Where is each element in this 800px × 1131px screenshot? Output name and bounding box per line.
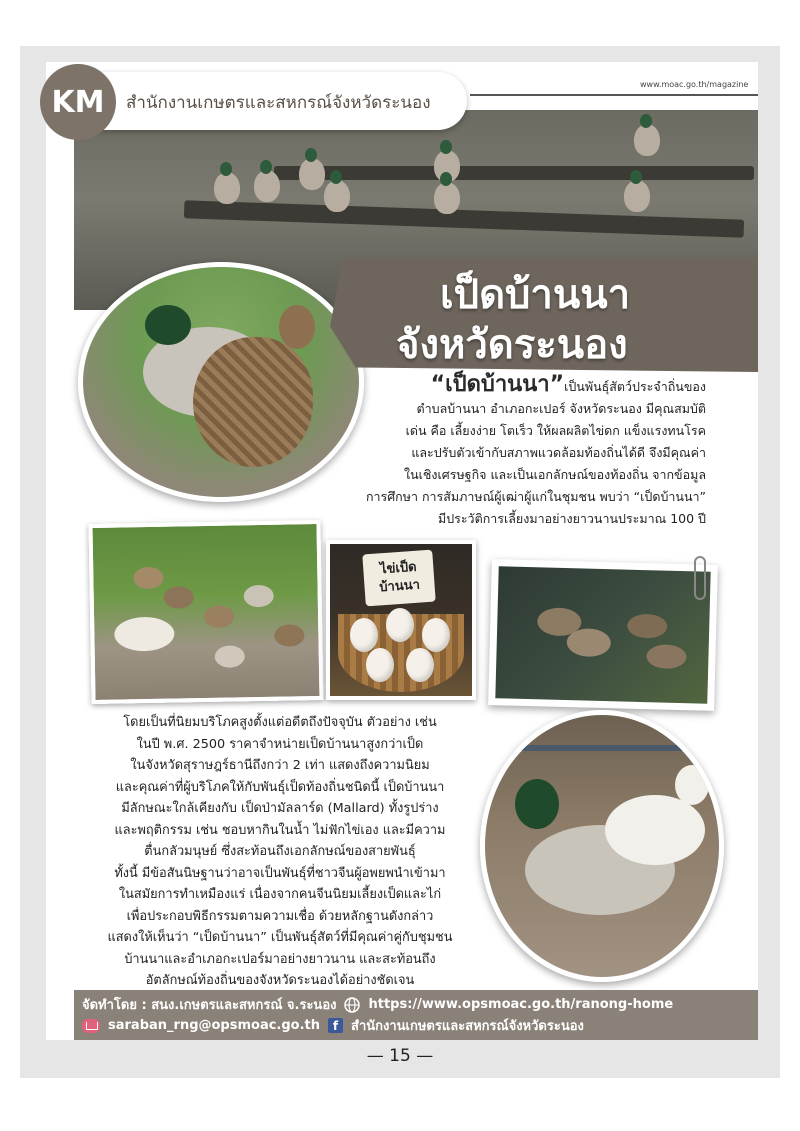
duck-figure [215, 645, 245, 668]
footer-email-link[interactable]: saraban_rng@opsmoac.go.th [108, 1018, 321, 1033]
intro-line: การศึกษา การสัมภาษณ์ผู้เฒ่าผู้แก่ในชุมชน พบว่า “เป็ดบ้านนา” [365, 489, 706, 504]
body-line: มีลักษณะใกล้เคียงกับ เป็ดป่ามัลลาร์ด (Mallard) ทั้งรูปร่าง [121, 801, 439, 816]
duck-figure [434, 182, 460, 214]
page-number: — 15 — [366, 1046, 434, 1066]
body-line: และคุณค่าที่ผู้บริโภคให้กับพันธุ์เป็ดท้องถิ่นชนิดนี้ เป็ดบ้านนา [115, 779, 445, 795]
egg [350, 618, 378, 652]
duck-eggs-photo [326, 540, 476, 700]
white-duck-head [675, 765, 709, 805]
body-line: ในสมัยการทำเหมืองแร่ เนื่องจากคนจีนนิยมเลี้ยงเป็ดและไก่ [118, 887, 442, 902]
body-paragraph [70, 712, 490, 992]
body-line: อัตลักษณ์ท้องถิ่นของจังหวัดระนองได้อย่างชัดเจน [145, 973, 415, 988]
hen-body [193, 337, 313, 467]
body-line: บ้านนาและอำเภอกะเปอร์มาอย่างยาวนาน และสะท้อนถึง [124, 951, 436, 967]
globe-icon [344, 997, 360, 1013]
duck-figure [254, 170, 280, 202]
body-line: ในปี พ.ศ. 2500 ราคาจำหน่ายเป็ดบ้านนาสูงกว่าเป็ด [136, 736, 424, 752]
boat-plank [184, 200, 744, 238]
body-line: เพื่อประกอบพิธีกรรมตามความเชื่อ ด้วยหลักฐานดังกล่าว [126, 908, 434, 924]
duck-figure [566, 628, 611, 657]
intro-line: และปรับตัวเข้ากับสภาพแวดล้อมท้องถิ่นได้ดี จึงมีคุณค่า [411, 445, 706, 460]
boat-plank [274, 166, 754, 180]
duck-figure [274, 624, 304, 647]
body-line: ในจังหวัดสุราษฎร์ธานีถึงกว่า 2 เท่า แสดงถึงความนิยม [130, 758, 430, 773]
facebook-icon: f [328, 1018, 343, 1033]
duck-flock-photo [88, 520, 323, 704]
water-scene [495, 566, 710, 704]
km-badge [40, 64, 116, 140]
paperclip-icon [694, 556, 706, 600]
duck-figure [214, 172, 240, 204]
duck-figure [164, 586, 194, 609]
egg [406, 648, 434, 682]
intro-lead: “เป็ดบ้านนา” [430, 372, 565, 397]
egg-sign [362, 550, 435, 607]
duck-figure [627, 614, 668, 639]
body-line: ตื่นกลัวมนุษย์ ซึ่งสะท้อนถึงเอกลักษณ์ของสายพันธุ์ [144, 844, 416, 859]
header-url[interactable]: www.moac.go.th/magazine [640, 80, 749, 89]
body-line: โดยเป็นที่นิยมบริโภคสูงตั้งแต่อดีตถึงปัจจุบัน ตัวอย่าง เช่น [123, 715, 437, 730]
mail-icon [82, 1019, 100, 1033]
body-line: ทั้งนี้ มีข้อสันนิษฐานว่าอาจเป็นพันธุ์ที่ชาวจีนผู้อพยพนำเข้ามา [114, 865, 446, 881]
intro-line: เด่น คือ เลี้ยงง่าย โตเร็ว ให้ผลผลิตไข่ดก แข็งแรงทนโรค [405, 423, 706, 438]
duck-figure [324, 180, 350, 212]
egg [386, 608, 414, 642]
egg-sign-line1: ไข่เป็ด [379, 559, 418, 578]
white-duck-body [605, 795, 705, 865]
intro-line-text: เป็นพันธุ์สัตว์ประจำถิ่นของ [564, 379, 706, 394]
duck-figure [646, 644, 687, 669]
intro-line: ตำบลบ้านนา อำเภอกะเปอร์ จังหวัดระนอง มีคุณสมบัติ [416, 401, 706, 416]
intro-line [326, 374, 706, 398]
footer-organizer: จัดทำโดย : สนง.เกษตรและสหกรณ์ จ.ระนอง [82, 998, 337, 1013]
article-title-line1: เป็ดบ้านนา [440, 272, 631, 318]
footer-website-link[interactable]: https://www.opsmoac.go.th/ranong-home [368, 997, 674, 1012]
article-title-line2: จังหวัดระนอง [396, 322, 628, 368]
duck-figure [299, 158, 325, 190]
intro-line: ในเชิงเศรษฐกิจ และเป็นเอกลักษณ์ของท้องถิ่น จากข้อมูล [404, 467, 706, 482]
footer-row-organizer [82, 994, 673, 1015]
egg [422, 618, 450, 652]
drake-head [515, 779, 559, 829]
duck-figure [624, 180, 650, 212]
mallard-pair-photo [78, 262, 364, 502]
body-line: และพฤติกรรม เช่น ชอบหากินในน้ำ ไม่ฟักไข่เอง และมีความ [114, 822, 446, 838]
hen-head [279, 305, 315, 349]
duck-figure [114, 617, 175, 652]
intro-line: มีประวัติการเลี้ยงมาอย่างยาวนานประมาณ 100 ปี [437, 511, 706, 526]
intro-paragraph [326, 374, 706, 530]
duck-figure [204, 606, 234, 629]
footer-row-contact [82, 1015, 584, 1036]
header-rule [470, 94, 758, 96]
ducks-in-water-photo [488, 559, 718, 711]
body-line: แสดงให้เห็นว่า “เป็ดบ้านนา” เป็นพันธุ์สัตว์ที่มีคุณค่าคู่กับชุมชน [107, 930, 453, 945]
footer-facebook-link[interactable]: สำนักงานเกษตรและสหกรณ์จังหวัดระนอง [351, 1019, 584, 1034]
two-ducks-photo [480, 710, 724, 982]
egg-sign-line2: บ้านนา [378, 577, 421, 596]
duck-figure [244, 585, 274, 608]
duck-figure [634, 124, 660, 156]
header-title: สำนักงานเกษตรและสหกรณ์จังหวัดระนอง [126, 93, 431, 113]
egg [366, 648, 394, 682]
duck-figure [133, 567, 163, 590]
background-rail [485, 745, 724, 751]
drake-head [145, 305, 191, 345]
km-badge-label: KM [51, 84, 105, 120]
